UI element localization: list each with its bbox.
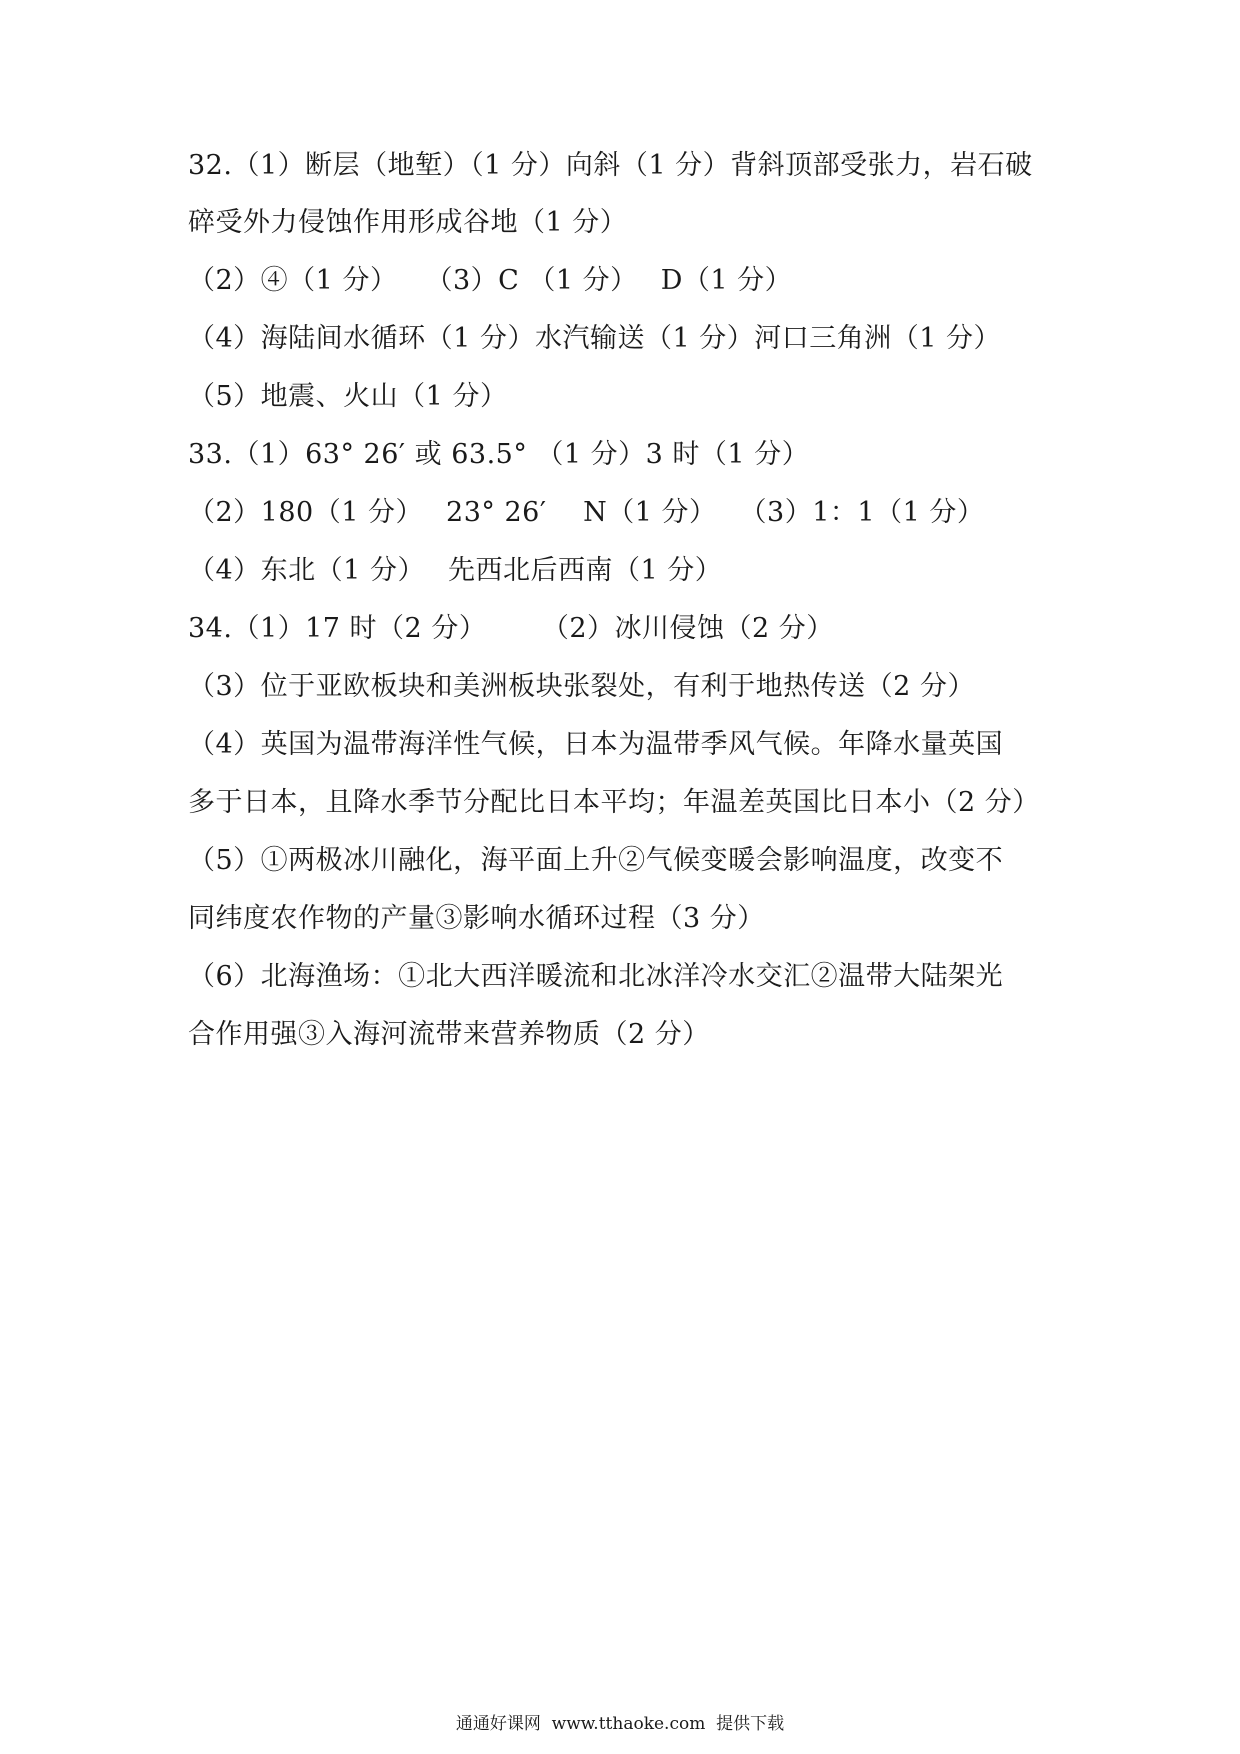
q34-line-1: 34.（1）17 时（2 分） （2）冰川侵蚀（2 分） <box>188 613 834 644</box>
q32-line-2: 碎受外力侵蚀作用形成谷地（1 分） <box>188 207 628 238</box>
q34-line-3: （4）英国为温带海洋性气候，日本为温带季风气候。年降水量英国 <box>188 729 1004 760</box>
q32-line-1: 32.（1）断层（地堑）（1 分）向斜（1 分）背斜顶部受张力，岩石破 <box>188 150 1033 181</box>
q32-line-4: （4）海陆间水循环（1 分）水汽输送（1 分）河口三角洲（1 分） <box>188 323 1001 354</box>
q32-line-3: （2）④（1 分） （3）C （1 分） D（1 分） <box>188 265 793 296</box>
q34-line-4: 多于日本，且降水季节分配比日本平均；年温差英国比日本小（2 分） <box>188 787 1040 818</box>
q34-line-7: （6）北海渔场：①北大西洋暖流和北冰洋冷水交汇②温带大陆架光 <box>188 961 1004 992</box>
q34-line-5: （5）①两极冰川融化，海平面上升②气候变暖会影响温度，改变不 <box>188 845 1004 876</box>
q32-line-5: （5）地震、火山（1 分） <box>188 381 508 412</box>
q33-line-1: 33.（1）63° 26′ 或 63.5° （1 分）3 时（1 分） <box>188 439 810 470</box>
q33-line-2: （2）180（1 分） 23° 26′ N（1 分） （3）1：1（1 分） <box>188 497 985 528</box>
q34-line-8: 合作用强③入海河流带来营养物质（2 分） <box>188 1019 710 1050</box>
q34-line-2: （3）位于亚欧板块和美洲板块张裂处，有利于地热传送（2 分） <box>188 671 975 702</box>
page-footer: 通通好课网 www.tthaoke.com 提供下载 <box>455 1714 785 1734</box>
q33-line-3: （4）东北（1 分） 先西北后西南（1 分） <box>188 555 723 586</box>
q34-line-6: 同纬度农作物的产量③影响水循环过程（3 分） <box>188 903 765 934</box>
